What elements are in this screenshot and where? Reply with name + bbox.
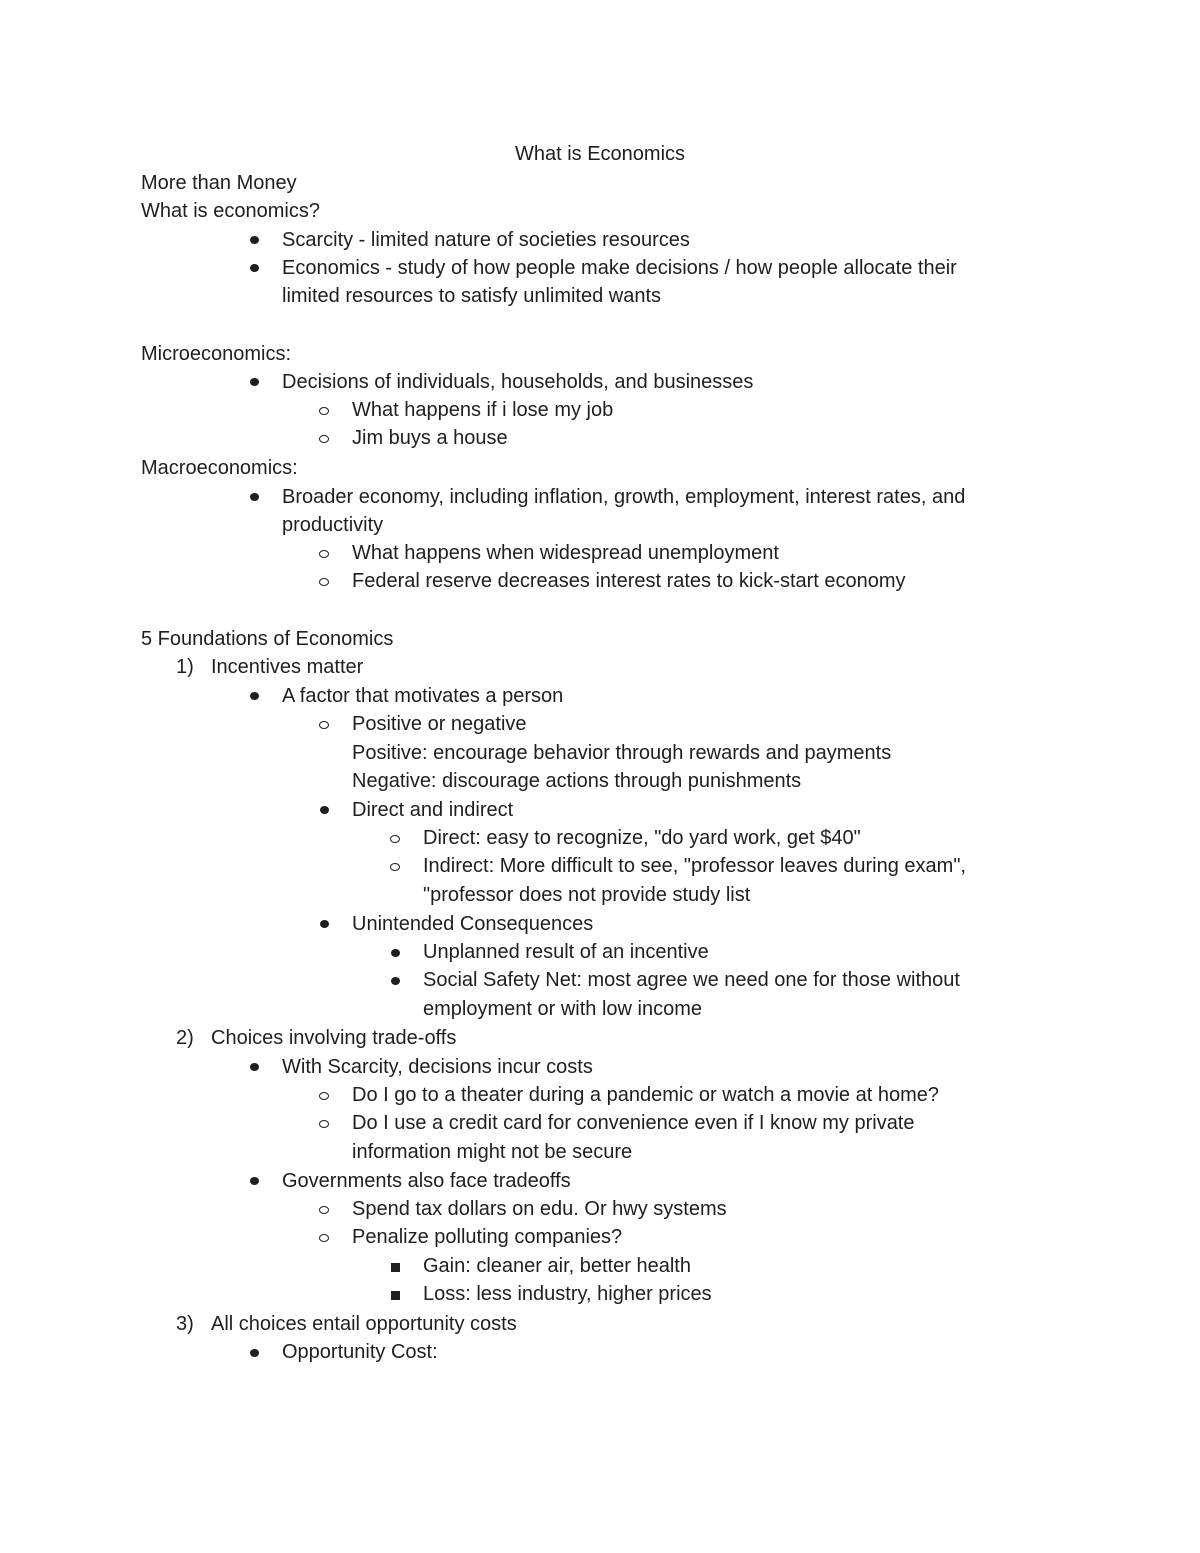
list-item: Jim buys a house — [352, 427, 508, 449]
section-heading-macro: Macroeconomics: — [141, 457, 298, 479]
list-item-continuation: productivity — [282, 514, 384, 536]
list-item: Indirect: More difficult to see, "professor leaves during exam", — [423, 855, 966, 877]
list-item: Gain: cleaner air, better health — [423, 1255, 691, 1277]
list-item: Social Safety Net: most agree we need one for those without — [423, 969, 960, 991]
bullet-marker — [250, 1063, 259, 1071]
list-item: What happens when widespread unemployment — [352, 542, 779, 564]
bullet-marker — [391, 949, 400, 957]
list-item: Federal reserve decreases interest rates to kick-start economy — [352, 570, 906, 592]
bullet-marker — [250, 378, 259, 386]
list-item: Governments also face tradeoffs — [282, 1170, 571, 1192]
list-item-continuation: information might not be secure — [352, 1141, 633, 1163]
list-item: Penalize polluting companies? — [352, 1226, 623, 1248]
bullet-marker — [250, 692, 259, 700]
bullet-marker — [250, 1177, 259, 1185]
circle-bullet-marker — [319, 550, 329, 558]
list-item: What happens if i lose my job — [352, 399, 614, 421]
intro-question: What is economics? — [141, 200, 320, 222]
numbered-item: Choices involving trade-offs — [211, 1027, 457, 1049]
list-item: Unplanned result of an incentive — [423, 941, 709, 963]
list-item: Scarcity - limited nature of societies resources — [282, 229, 690, 251]
list-item: Direct: easy to recognize, "do yard work, get $40" — [423, 827, 861, 849]
list-item: Unintended Consequences — [352, 913, 594, 935]
bullet-marker — [250, 264, 259, 272]
list-item: Loss: less industry, higher prices — [423, 1283, 712, 1305]
intro-line: More than Money — [141, 172, 297, 194]
list-item: With Scarcity, decisions incur costs — [282, 1056, 593, 1078]
list-item: Spend tax dollars on edu. Or hwy systems — [352, 1198, 727, 1220]
square-bullet-marker — [391, 1263, 400, 1272]
circle-bullet-marker — [319, 721, 329, 729]
list-item: A factor that motivates a person — [282, 685, 564, 707]
bullet-marker — [250, 1349, 259, 1357]
list-item-continuation: employment or with low income — [423, 998, 702, 1020]
circle-bullet-marker — [319, 407, 329, 415]
circle-bullet-marker — [319, 1234, 329, 1242]
circle-bullet-marker — [319, 435, 329, 443]
list-item-continuation: limited resources to satisfy unlimited wants — [282, 285, 662, 307]
bullet-marker — [320, 920, 329, 928]
list-number: 1) — [176, 656, 194, 678]
numbered-item: All choices entail opportunity costs — [211, 1313, 517, 1335]
section-heading-foundations: 5 Foundations of Economics — [141, 628, 394, 650]
list-number: 3) — [176, 1313, 194, 1335]
circle-bullet-marker — [390, 835, 400, 843]
list-item: Direct and indirect — [352, 799, 514, 821]
circle-bullet-marker — [319, 1206, 329, 1214]
list-item: Economics - study of how people make decisions / how people allocate their — [282, 257, 957, 279]
section-heading-micro: Microeconomics: — [141, 343, 292, 365]
bullet-marker — [391, 977, 400, 985]
bullet-marker — [320, 806, 329, 814]
list-item: Decisions of individuals, households, and businesses — [282, 371, 754, 393]
square-bullet-marker — [391, 1291, 400, 1300]
page-title: What is Economics — [514, 143, 686, 165]
circle-bullet-marker — [319, 578, 329, 586]
list-item: Do I use a credit card for convenience even if I know my private — [352, 1112, 915, 1134]
circle-bullet-marker — [319, 1092, 329, 1100]
bullet-marker — [250, 493, 259, 501]
list-item: Positive or negative — [352, 713, 527, 735]
list-item-continuation: "professor does not provide study list — [423, 884, 751, 906]
circle-bullet-marker — [319, 1120, 329, 1128]
numbered-item: Incentives matter — [211, 656, 364, 678]
list-item: Broader economy, including inflation, growth, employment, interest rates, and — [282, 486, 966, 508]
circle-bullet-marker — [390, 863, 400, 871]
list-item: Opportunity Cost: — [282, 1341, 438, 1363]
list-item-continuation: Negative: discourage actions through punishments — [352, 770, 802, 792]
list-item: Do I go to a theater during a pandemic or watch a movie at home? — [352, 1084, 940, 1106]
list-item-continuation: Positive: encourage behavior through rewards and payments — [352, 742, 892, 764]
bullet-marker — [250, 236, 259, 244]
list-number: 2) — [176, 1027, 194, 1049]
